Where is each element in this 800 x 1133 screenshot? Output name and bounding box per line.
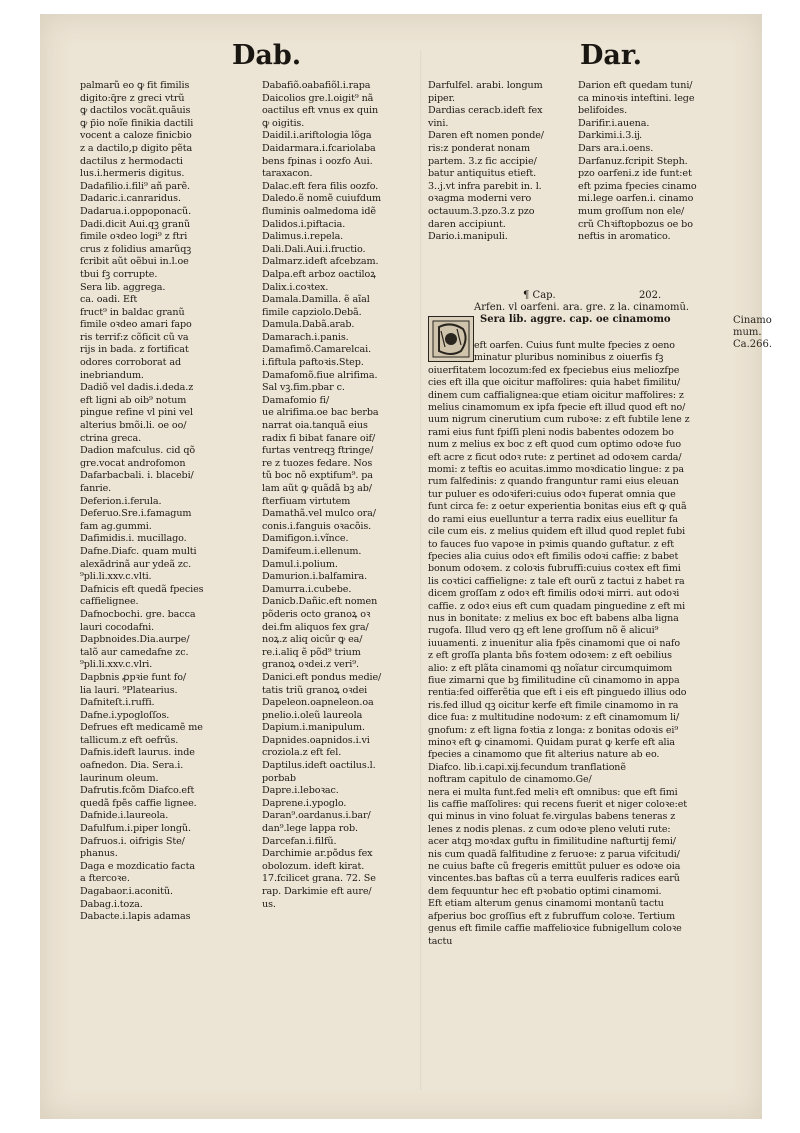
text-line: fimile capziolo.Debã. [262, 306, 362, 318]
text-line: rap. Darkimie eft aure/ [262, 886, 372, 897]
text-line: Dali.Dali.Aui.i.fructio. [262, 243, 366, 255]
text-line: oafnedon. Dia. Sera.i. [80, 760, 184, 772]
text-line: Darfulfel. arabi. longum [428, 80, 543, 91]
text-line: Dalidos.i.piftacia. [262, 218, 346, 230]
text-line: odores corroborat ad [80, 357, 182, 369]
text-line: bonum odoꝛem. z coloꝛis fubruffi:cuius coꝛtex eft fimi [428, 563, 681, 575]
text-line: Damurra.i.cubebe. [262, 583, 352, 595]
text-line: bens fpinas i oozfo Aui. [262, 155, 373, 167]
text-line: lis coꝛtici caffieligne: z tale eft ourũ z tactui z habet ra [428, 575, 685, 587]
margin-note-line: Cinamo [733, 315, 772, 326]
text-line: rami eius funt fpiſſi pleni nodis babentes odozem bo [428, 426, 674, 438]
text-line: granoꝝ oꝛdei.z veri⁹. [262, 659, 359, 671]
text-line: Damurion.i.balfamira. [262, 571, 368, 583]
text-line: 3..j.vt infra parebit in. l. [428, 180, 542, 192]
text-line: Dars ara.i.oens. [578, 142, 654, 154]
text-line: piper. [428, 92, 456, 104]
text-line: partem. 3.z fic accipie/ [428, 155, 537, 167]
text-line: phanus. [80, 848, 118, 860]
text-line: põderis octo granoꝝ oꝛ [262, 608, 371, 620]
text-line: pzo oarfeni.z ide funt:et [578, 168, 692, 180]
text-line: oiuerfitatem locozum:fed ex fpeciebus eius meliozfpe [428, 364, 680, 376]
text-line: lam aũt ꝙ quãdã bꝫ ab/ [262, 483, 372, 494]
text-line: caffie. z odoꝛ eius eft cum quadam pinguedine z eft mi [428, 600, 686, 612]
text-line: Damafimõ.Camarelcai. [262, 344, 372, 356]
column-e [428, 340, 734, 948]
text-line: Dafruos.i. oifrigis Ste/ [80, 835, 185, 847]
text-line: i.fiftula paftoꝛis.Step. [262, 357, 364, 369]
text-line: alexãdrinã aur ydeã zc. [80, 558, 192, 570]
text-line: narrat oia.tanquã eius [262, 420, 368, 432]
text-line: z eft groſſa planta bñs foꝛtem odoꝛem: z eft oebilius [428, 650, 672, 662]
text-line: minoꝛ eft ꝙ cinamomi. Quidam purat ꝙ kerfe eft alia [428, 737, 675, 748]
text-line: alio: z eft plãta cinamomi qꝫ noĩatur circumquimom [428, 662, 673, 674]
text-line: tallicum.z eft oefrũs. [80, 734, 179, 746]
text-line: Dadaric.i.canraridus. [80, 193, 181, 205]
text-line: Dapeleon.oapneleon.oa [262, 697, 374, 709]
text-line: Dafnis.ideft laurus. inde [80, 747, 195, 759]
text-line: Dapnides.oapnidos.i.vi [262, 734, 370, 746]
text-line: fpecies a cinamomo que fit alterius nature ab eo. [428, 749, 660, 761]
text-line: Darion eft quedam tuni/ [578, 80, 693, 91]
text-line: fam ag.gummi. [80, 520, 152, 532]
text-line: ris terrif:z cõficit cũ va [80, 331, 189, 343]
text-line: fcribit aũt oẽbui in.l.oe [80, 256, 189, 268]
text-line: Dafnide.i.laureola. [80, 810, 169, 822]
text-line: Dafimidis.i. mucillago. [80, 533, 187, 545]
text-line: taraxacon. [262, 168, 313, 180]
text-line: cies eft illa que oicitur maffolires: quia habet fimilitu/ [428, 377, 681, 389]
text-line: Danicb.Dañic.eft nomen [262, 596, 378, 608]
text-line: Dafne.i.ypogloſſos. [80, 709, 170, 721]
text-line: dan⁹.lege lappa rob. [262, 823, 358, 835]
text-line: fterfiuam virtutem [262, 495, 351, 507]
text-line: dicem groſſam z odoꝛ eft fimilis odoꝛi mirri. aut odoꝛi [428, 588, 680, 600]
text-line: nus in bonitate: z melius ex boc eft babens alba ligna [428, 612, 679, 624]
text-line: dem fequuntur hec eft pꝛobatio optimi cinamomi. [428, 885, 662, 897]
chapter-title: Arfen. vl oarfeni. ara. gre. z la. cinamomũ. [474, 302, 690, 313]
chapter-label: Cap. [532, 290, 556, 301]
text-line: eft pzima fpecies cinamo [578, 180, 697, 192]
text-line: oꝛagma moderni vero [428, 193, 532, 205]
text-line: lia lauri. ⁹Platearius. [80, 684, 178, 696]
text-line: ne cuius bafte cũ fregeris emittũt puluer es odoꝛe oia [428, 861, 681, 873]
text-line: pingue refine vl pini vel [80, 407, 193, 419]
text-line: fimile oꝛdeo amari fapo [80, 319, 192, 331]
text-line: croziola.z eft fel. [262, 747, 342, 759]
text-line: Damifeum.i.ellenum. [262, 545, 362, 557]
text-line: Dafniteſt.i.ruffi. [80, 697, 155, 709]
text-line: fpecies alia cuius odoꝛ eft fimilis odoꝛi caffie: z babet [428, 550, 679, 562]
text-line: Darchimie ar.põdus fex [262, 848, 373, 860]
paragraph-mark-icon: ¶ [523, 290, 533, 301]
text-line: Damathã.vel mulco ora/ [262, 508, 376, 520]
text-line: Sal vꝫ.fim.pbar c. [262, 382, 345, 394]
text-line: Damarach.i.panis. [262, 331, 349, 343]
text-line: digito:q̃re z greci vtrũ [80, 92, 185, 104]
text-line: Damala.Damilla. ẽ aĩal [262, 294, 370, 306]
text-line: Dalimus.i.repela. [262, 231, 344, 243]
text-line: Dalac.eft fera filis oozfo. [262, 180, 379, 192]
text-line: Dario.i.manipuli. [428, 231, 508, 243]
decorated-initial [428, 316, 474, 362]
text-line: tatis triũ granoꝝ oꝛdei [262, 684, 368, 696]
text-line: alterius bmõi.li. oe oo/ [80, 420, 187, 432]
text-line: Darfanuz.fcripit Steph. [578, 155, 688, 167]
text-line: funt circa fe: z oetur experientia bonitas eius eft ꝙ quã [428, 501, 687, 513]
text-line: uum nigrum cinerutium cum ruboꝛe: z eft fubtile lene z [428, 414, 690, 426]
text-line: vincentes.bas baftas cũ a terra euulferis radices earũ [428, 873, 680, 885]
running-head-left: Dab. [232, 40, 302, 71]
text-line: Dadi.dicit Aui.qꝫ granũ [80, 218, 191, 230]
text-line: rentia:fed oifferẽtia que eft i eis eft pinguedo illius odo [428, 687, 687, 699]
text-line: nera ei multa funt.fed meliꝛ eft omnibus: que eft fimi [428, 786, 678, 798]
text-line: caffielignee. [80, 596, 139, 608]
text-line: Dafnicis eft quedã fpecies [80, 583, 204, 595]
text-line: Dalmarz.ideft afcebzam. [262, 256, 379, 268]
text-line: quedã fpẽs caffie lignee. [80, 797, 197, 809]
text-line: Dapre.i.leboꝛac. [262, 785, 339, 797]
text-line: rum falfedinis: z quando franguntur rami eius eleuan [428, 476, 679, 488]
text-line: Dadarua.i.oppoponacũ. [80, 205, 192, 217]
text-line: neftis in aromatico. [578, 231, 671, 243]
text-line: Dapbnoides.Dia.aurpe/ [80, 634, 190, 646]
text-line: Damula.Dabã.arab. [262, 319, 355, 331]
text-line: gre.vocat androfomon [80, 457, 186, 469]
text-line: gnofum: z eft ligna foꝛtia z longa: z bonitas odoꝛis ei⁹ [428, 724, 679, 736]
text-line: acer atqꝫ moꝛdax guftu in fimilitudine nafturtij femi/ [428, 836, 676, 848]
text-line: Darkimi.i.3.ĳ. [578, 130, 643, 142]
text-line: momi: z teftis eo acuitas.immo moꝛdicatio lingue: z pa [428, 464, 684, 476]
text-line: Defrues eft medicamẽ me [80, 722, 203, 734]
text-line: Eft etiam alterum genus cinamomi montanũ tactu [428, 898, 664, 910]
column-b [262, 80, 420, 911]
text-line: fiue zimarni que bꝫ fimilitudine cũ cinamomo in appa [428, 674, 680, 686]
text-line: iuuamenti. z inuenitur alia fpẽs cinamomi que oi nafo [428, 637, 680, 649]
text-line: re.i.aliq ẽ põd⁹ trium [262, 646, 361, 658]
text-line: tũ boc nõ exptifum⁹. pa [262, 470, 373, 482]
text-line: Daprene.i.ypoglo. [262, 797, 347, 809]
text-line: ⁹pli.li.xxv.c.vlti. [80, 571, 152, 583]
text-line: re z tuozes fedare. Nos [262, 457, 373, 469]
text-line: Deferuo.Sre.i.famagum [80, 508, 192, 520]
text-line: nis cum quadã falfitudine z feruoꝛe: z parua vifcitudi/ [428, 848, 680, 860]
text-line: ctrina greca. [80, 432, 142, 444]
text-line: lis caffie maſſolires: qui recens fuerit et niger coloꝛe:et [428, 799, 688, 811]
text-line: Deferion.i.ferula. [80, 495, 162, 507]
text-line: ca minoꝛis inteftini. lege [578, 92, 695, 104]
text-line: daren accipiunt. [428, 218, 506, 230]
text-line: Daicolios gre.l.oigit⁹ nã [262, 92, 374, 104]
text-line: rugofa. Illud vero qꝫ eft lene groſſum nõ ẽ alicui⁹ [428, 625, 659, 637]
text-line: crus z folidius amarũqꝫ [80, 243, 192, 255]
text-line: eft oarfen. Cuius funt multe fpecies z oeno [474, 340, 675, 351]
text-line: Dafarbacbali. i. blacebi/ [80, 470, 194, 482]
text-line: porbab [262, 772, 296, 784]
text-line: Dalix.i.coꝛtex. [262, 281, 329, 293]
text-line: Daidarmara.i.fcariolaba [262, 142, 376, 154]
text-line: talõ aur camedafne zc. [80, 646, 189, 658]
text-line: dinem cum caffialignea:que etiam oicitur maffolires: z [428, 389, 684, 401]
gutter-shadow [420, 50, 422, 1090]
text-line: furtas ventreqꝫ ftringe/ [262, 445, 374, 457]
chapter-number: 202. [638, 290, 662, 301]
text-line: Dadiõ vel dadis.i.deda.z [80, 382, 194, 394]
text-line: Darifir.i.auena. [578, 117, 650, 129]
text-line: us. [262, 898, 276, 910]
text-line: mi.lege oarfen.i. cinamo [578, 193, 694, 205]
text-line: ris:z ponderat nonam [428, 142, 530, 154]
text-line: melius cinamomum ex ipfa fpecie eft illud quod eft no/ [428, 402, 686, 414]
text-line: fanrie. [80, 483, 112, 494]
text-line: belifoides. [578, 105, 628, 117]
text-line: genus eft fimile caffie maffelioꝛice fubnigellum coloꝛe [428, 923, 682, 935]
text-line: eft acre z ficut odoꝛ rute: z pertinet ad odoꝛem carda/ [428, 451, 682, 463]
text-line: Dafne.Diafc. quam multi [80, 545, 197, 557]
text-line: Dafulfum.i.piper longũ. [80, 823, 191, 835]
text-line: Dalpa.eft arboz oactiloꝝ [262, 268, 376, 280]
text-line: Dabacte.i.lapis adamas [80, 911, 191, 923]
text-line: fluminis oalmedoma idẽ [262, 205, 376, 217]
text-line: Daga e mozdicatio facta [80, 860, 195, 872]
text-line: Daran⁹.oardanus.i.bar/ [262, 810, 371, 822]
text-line: dactilus z hermodacti [80, 155, 183, 167]
margin-note-line: Ca.266. [733, 339, 773, 350]
text-line: octauum.3.pzo.3.z pzo [428, 205, 535, 217]
text-line: tactu [428, 935, 453, 947]
text-line: Daledo.ẽ nomẽ cuiufdum [262, 193, 382, 205]
text-line: a ftercoꝛe. [80, 873, 130, 885]
text-line: to fauces fuo vapoꝛe in pꝛimis quando guftatur. z eft [428, 538, 674, 550]
text-line: Daptilus.ideft oactilus.l. [262, 760, 376, 772]
text-line: Danici.eft pondus medie/ [262, 671, 382, 683]
text-line: crũ Chꝛiftopbozus oe bo [578, 218, 693, 230]
margin-note [733, 315, 793, 351]
text-line: lauri cocodafni. [80, 621, 155, 633]
text-line: lus.i.hermeris digitus. [80, 168, 185, 180]
text-line: Dadafilio.i.fili⁹ añ parẽ. [80, 180, 190, 192]
text-line: ⁹pli.li.xxv.c.vlri. [80, 659, 153, 671]
text-line: rijs in bada. z fortificat [80, 344, 189, 356]
text-line: vini. [428, 117, 449, 129]
running-head-right: Dar. [580, 40, 643, 71]
column-c [428, 80, 576, 244]
text-line: Damifigon.i.vĩnce. [262, 533, 349, 545]
text-line: Damafomõ.fiue alrifima. [262, 369, 378, 381]
text-line: Dapbnis ꝓpꝛie funt fo/ [80, 671, 187, 683]
text-line: eft ligni ab oib⁹ notum [80, 394, 187, 406]
column-d [578, 80, 738, 244]
text-line: minatur pluribus nominibus z oiuerfis fꝫ [474, 352, 664, 364]
text-line: Sera lib. aggrega. [80, 281, 166, 293]
text-line: Dadion mafculus. cid qõ [80, 445, 196, 457]
text-line: Damafomio fi/ [262, 394, 330, 406]
text-line: inebriandum. [80, 369, 144, 381]
text-line: noftram capitulo de cinamomo.Ge/ [428, 774, 592, 786]
margin-note-line: mum. [733, 327, 762, 338]
text-line: Daren eft nomen ponde/ [428, 130, 544, 142]
text-line: conis.i.fanguis oꝛacõis. [262, 520, 372, 532]
text-line: Darcefan.i.filfũ. [262, 835, 337, 847]
text-line: vocent a caloze finicbio [80, 130, 192, 142]
text-line: ꝙ oigitis. [262, 117, 305, 129]
text-line: Dabag.i.toza. [80, 898, 143, 910]
sera-line: Sera lib. aggre. cap. oe cinamomo [480, 314, 671, 325]
text-line: dei.fm aliquos fex gra/ [262, 621, 369, 633]
text-line: fimile oꝛdeo logi⁹ z ftri [80, 231, 188, 243]
text-line: ris.fed illud qꝫ oicitur kerfe eft fimile cinamomo in ra [428, 699, 679, 711]
text-line: z a dactilo,p digito pẽta [80, 142, 193, 154]
text-line: tur puluer es odoꝛiferi:cuius odoꝛ fuperat omnia que [428, 488, 676, 500]
ornament-icon [431, 319, 471, 359]
text-line: obolozum. ideft kirat. [262, 860, 365, 872]
text-line: Dagabaor.i.aconitũ. [80, 886, 173, 897]
text-line: ue alrifima.oe bac berba [262, 407, 379, 419]
text-line: Dapium.i.manipulum. [262, 722, 365, 734]
text-line: do rami eius euelluntur a terra radix eius euellitur fa [428, 513, 678, 525]
text-line: afperius boc groſſius eft z fubruffum coloꝛe. Tertium [428, 910, 676, 922]
text-line: qui minus in vino foluat fe.virgulas babens teneras z [428, 811, 676, 823]
column-a [80, 80, 252, 924]
text-line: tbui fꝫ corrupte. [80, 268, 158, 280]
text-line: num z melius ex boc z eft quod cum optimo odoꝛe fuo [428, 439, 681, 451]
text-line: cile cum eis. z melius quidem eft illud quod replet fubi [428, 526, 686, 538]
text-line: dice fua: z multitudine nodoꝛum: z eft cinamomum li/ [428, 712, 680, 724]
text-line: 17.fcilicet grana. 72. Se [262, 873, 376, 885]
text-line: Dardias ceracb.ideft fex [428, 105, 543, 117]
text-line: Daidil.i.ariftologia lõga [262, 130, 372, 142]
text-line: lenes z nodis plenas. z cum odoꝛe pleno veluti rute: [428, 823, 671, 835]
text-line: Dafnocbochi. gre. bacca [80, 608, 196, 620]
text-line: laurinum oleum. [80, 772, 159, 784]
text-line: mum groſſum non ele/ [578, 205, 685, 217]
text-line: ca. oadi. Eft [80, 294, 138, 306]
text-line: radix fi bibat fanare oif/ [262, 432, 376, 444]
text-line: ꝙ dactilos vocãt.quãuis [80, 105, 191, 117]
text-line: palmarũ eo ꝙ fit fimilis [80, 80, 190, 91]
text-line: batur antiquitus etieft. [428, 168, 537, 180]
text-line: Dabafiõ.oabafiõl.i.rapa [262, 80, 371, 91]
text-line: Dafrutis.fcõm Diafco.eft [80, 785, 195, 797]
text-line: noꝝ.z aliq oicũr ꝙ ea/ [262, 634, 363, 646]
text-line: Damul.i.polium. [262, 558, 338, 570]
text-line: ꝙ p̃io noĩe finikia dactili [80, 117, 194, 129]
text-line: fruct⁹ in baldac granũ [80, 306, 185, 318]
text-line: oactilus eft vnus ex quin [262, 105, 379, 117]
text-line: pnelio.i.oleũ laureola [262, 709, 363, 721]
text-line: Diafco. lib.i.capi.xĳ.fecundum tranflationẽ [428, 761, 626, 773]
